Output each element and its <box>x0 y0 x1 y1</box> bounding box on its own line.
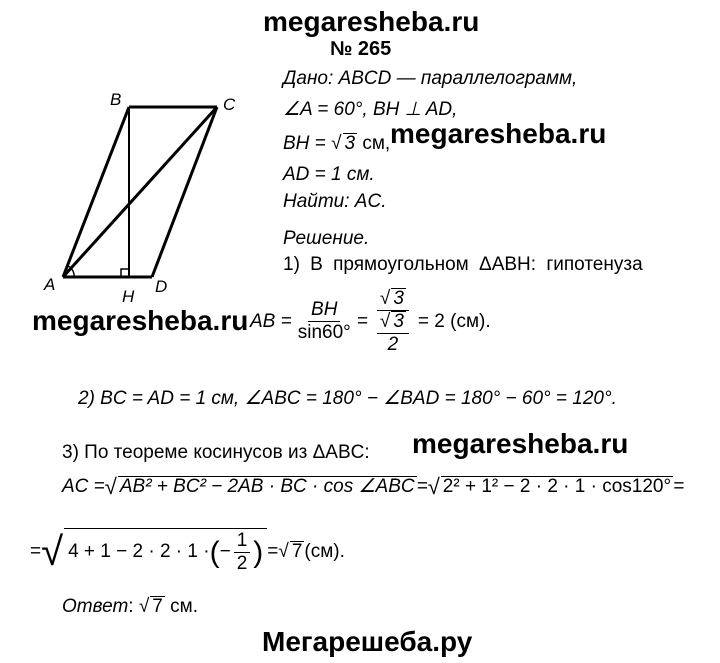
answer-line <box>62 596 198 618</box>
label-a: A <box>44 275 56 294</box>
given-line-4: AD = 1 см. <box>283 164 375 185</box>
given-label: Дано <box>283 68 328 89</box>
watermark-left: megaresheba.ru <box>32 305 249 336</box>
step-3-line-1 <box>62 474 684 500</box>
s1-num: BH <box>308 300 340 322</box>
label-d: D <box>155 277 168 296</box>
s1-den: sin60° <box>297 321 351 343</box>
diagonal-ac <box>63 107 217 277</box>
answer-rad-sign: √ <box>138 596 150 617</box>
side-ab <box>63 107 129 277</box>
s3-rad2: 2² + 1² − 2 · 2 · 1 · cos120° <box>442 476 672 498</box>
s1-eq: = <box>356 310 368 332</box>
given-line-2: ∠A = 60°, BH ⊥ AD, <box>283 99 458 120</box>
s1-den2-rad: 3 <box>393 310 404 332</box>
s3-line2-unit: (см). <box>304 541 345 563</box>
s1-result: = 2 (см). <box>417 310 491 332</box>
given-3-lhs: BH = <box>283 133 332 154</box>
find-value: : AC. <box>344 191 387 212</box>
given-line-3 <box>283 133 390 155</box>
s3-rad1: AB² + BC² − 2AB · BC · cos ∠ABC <box>119 476 415 498</box>
s3-rad3-a: 4 + 1 − 2 · 2 · 1 · <box>68 541 210 563</box>
given-3-unit: см, <box>357 133 391 154</box>
s1-num2-wrap: √ 3 <box>377 288 409 311</box>
side-cd <box>152 107 217 277</box>
s3-line2-lead: = <box>30 541 42 563</box>
problem-number: № 265 <box>330 38 392 60</box>
watermark-top: megaresheba.ru <box>263 6 480 37</box>
step-1-formula <box>250 288 491 356</box>
s3-line2-eq: = <box>267 541 279 563</box>
step-2-text: 2) BC = AD = 1 см, ∠ABC = 180° − ∠BAD = 180° − 60° = 120°. <box>78 388 617 409</box>
paren-open: ( <box>209 536 220 570</box>
label-b: B <box>110 90 122 109</box>
s1-inner-fraction <box>377 311 409 356</box>
watermark-lower-right: megaresheba.ru <box>412 428 629 459</box>
paren-close: ) <box>253 536 264 570</box>
s3-rad3-minus: − <box>219 541 231 563</box>
answer-unit: см. <box>164 596 198 617</box>
s3-line2-rad-sign: √ <box>278 541 289 563</box>
step-1-text: 1) В прямоугольном ΔABH: гипотенуза <box>283 254 643 275</box>
s3-rad1-sign: √ <box>104 474 117 499</box>
s3-rad3 <box>64 528 267 577</box>
s3-tail: = <box>673 476 685 497</box>
s3-frac-den: 2 <box>236 552 248 574</box>
watermark-mid-right: megaresheba.ru <box>390 118 607 149</box>
s1-den2-wrap <box>371 311 415 356</box>
parallelogram-figure <box>30 80 260 310</box>
label-h: H <box>122 287 135 306</box>
s1-fraction <box>295 300 354 344</box>
given-1: : ABCD — параллелограмм, <box>327 68 578 89</box>
answer-label: Ответ <box>62 596 129 617</box>
given-line-1 <box>283 68 577 90</box>
s3-frac-num: 1 <box>234 531 251 553</box>
find-label: Найти <box>283 191 345 212</box>
s3-eq: = <box>416 476 428 497</box>
s3-frac <box>234 531 251 575</box>
sqrt-sign: √ <box>331 133 342 154</box>
s3-rad2-sign: √ <box>427 474 440 499</box>
find-line <box>283 191 386 213</box>
given-3-rad: 3 <box>344 133 356 154</box>
label-c: C <box>223 95 236 114</box>
solution-label: Решение. <box>283 228 370 249</box>
s3-rad3-sign: √ <box>41 529 64 574</box>
s1-num2: 3 <box>393 288 404 309</box>
s1-lhs: AB = <box>250 310 292 332</box>
s3-line1-lhs: AC = <box>62 476 105 497</box>
answer-rad: 7 <box>152 596 163 617</box>
step-3-text: 3) По теореме косинусов из ΔABC: <box>62 442 370 463</box>
watermark-bottom: Мегарешеба.ру <box>262 626 473 657</box>
s1-den2-two: 2 <box>387 333 399 355</box>
step-3-line-2 <box>30 528 345 577</box>
s1-fraction-2 <box>371 288 415 356</box>
s3-line2-rad: 7 <box>291 541 303 563</box>
answer-colon: : <box>128 596 139 617</box>
s1-inner-num: √ 3 <box>377 311 409 334</box>
